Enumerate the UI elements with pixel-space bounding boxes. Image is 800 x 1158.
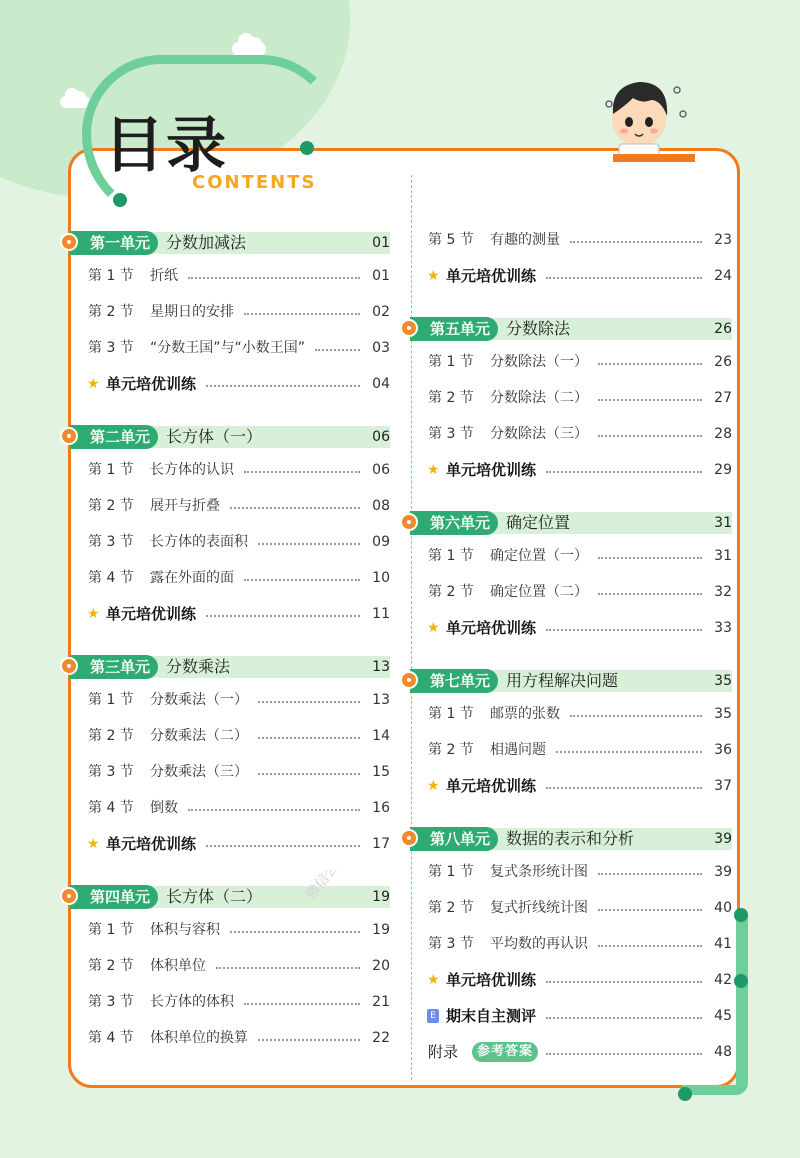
section-number: 第 3 节 [88, 764, 134, 780]
unit-header[interactable] [60, 652, 390, 682]
section-title: 体积单位的换算 [150, 1030, 248, 1046]
leader-dots [556, 749, 702, 753]
section-number: 第 1 节 [428, 864, 474, 880]
section-number: 第 2 节 [88, 304, 134, 320]
unit-knob-icon [60, 427, 78, 445]
section-title: 体积与容积 [150, 922, 220, 938]
page-number: 41 [714, 936, 732, 952]
star-icon: ★ [87, 836, 100, 852]
section-title: “分数王国”与“小数王国” [150, 340, 306, 356]
page-number: 40 [714, 900, 732, 916]
toc-row-section[interactable] [60, 790, 390, 826]
section-title: 复式折线统计图 [490, 900, 588, 916]
unit-header[interactable] [400, 666, 732, 696]
toc-row-section[interactable] [400, 732, 732, 768]
unit-header[interactable] [400, 824, 732, 854]
toc-row-section[interactable] [400, 222, 732, 258]
page-number: 37 [714, 778, 732, 794]
leader-dots [598, 591, 702, 595]
page-number: 22 [372, 1030, 390, 1046]
unit-knob-icon [60, 887, 78, 905]
toc-row-section[interactable] [60, 754, 390, 790]
section-number: 第 2 节 [88, 958, 134, 974]
toc-row-section[interactable] [60, 488, 390, 524]
leader-dots [546, 469, 702, 473]
unit-gap [400, 804, 732, 824]
unit-page: 35 [714, 673, 732, 689]
toc-row-train[interactable] [60, 596, 390, 632]
section-number: 第 3 节 [88, 994, 134, 1010]
section-number: 第 2 节 [428, 742, 474, 758]
leader-dots [546, 979, 702, 983]
page-number: 04 [372, 376, 390, 392]
toc-row-train[interactable] [400, 962, 732, 998]
training-title: 单元培优训练 [446, 971, 537, 989]
unit-tag: 第三单元 [70, 655, 158, 679]
boy-illustration-icon [595, 70, 695, 165]
leader-dots [244, 469, 360, 473]
page-number: 03 [372, 340, 390, 356]
leader-dots [598, 433, 702, 437]
cloud-icon [232, 42, 266, 56]
page-number: 31 [714, 548, 732, 564]
unit-header[interactable] [60, 228, 390, 258]
unit-tag: 第四单元 [70, 885, 158, 909]
toc-row-section[interactable] [60, 560, 390, 596]
unit-name: 用方程解决问题 [506, 671, 619, 690]
unit-page: 39 [714, 831, 732, 847]
page-number: 26 [714, 354, 732, 370]
section-number: 第 3 节 [88, 340, 134, 356]
leader-dots [258, 771, 360, 775]
section-title: 确定位置（二） [490, 584, 588, 600]
section-title: 展开与折叠 [150, 498, 220, 514]
section-number: 第 2 节 [428, 900, 474, 916]
section-number: 第 1 节 [88, 268, 134, 284]
leader-dots [206, 843, 360, 847]
toc-row-train[interactable] [400, 610, 732, 646]
star-icon: ★ [87, 376, 100, 392]
section-number: 第 2 节 [88, 728, 134, 744]
star-icon: ★ [427, 268, 440, 284]
leader-dots [570, 713, 702, 717]
page-number: 13 [372, 692, 390, 708]
section-title: 相遇问题 [490, 742, 546, 758]
page-number: 32 [714, 584, 732, 600]
leader-dots [598, 397, 702, 401]
unit-tag: 第五单元 [410, 317, 498, 341]
section-number: 第 3 节 [88, 534, 134, 550]
unit-page: 13 [372, 659, 390, 675]
star-icon: ★ [427, 778, 440, 794]
page-number: 08 [372, 498, 390, 514]
section-title: 复式条形统计图 [490, 864, 588, 880]
section-number: 第 4 节 [88, 1030, 134, 1046]
accent-dot [113, 193, 127, 207]
leader-dots [258, 735, 360, 739]
section-title: 有趣的测量 [490, 232, 560, 248]
leader-dots [546, 1015, 702, 1019]
section-number: 第 3 节 [428, 936, 474, 952]
appendix-label: 附录 [428, 1043, 459, 1061]
leader-dots [244, 577, 360, 581]
leader-dots [598, 555, 702, 559]
section-title: 确定位置（一） [490, 548, 588, 564]
toc-row-section[interactable] [60, 524, 390, 560]
leader-dots [570, 239, 702, 243]
unit-gap [400, 646, 732, 666]
training-title: 单元培优训练 [446, 619, 537, 637]
page-number: 06 [372, 462, 390, 478]
page-number: 29 [714, 462, 732, 478]
leader-dots [546, 275, 702, 279]
toc-row-section[interactable] [60, 452, 390, 488]
unit-gap [400, 294, 732, 314]
toc-row-section[interactable] [60, 682, 390, 718]
page-number: 16 [372, 800, 390, 816]
leader-dots [598, 907, 702, 911]
leader-dots [598, 361, 702, 365]
unit-name: 分数乘法 [166, 657, 231, 676]
page-number: 28 [714, 426, 732, 442]
section-number: 第 5 节 [428, 232, 474, 248]
toc-row-section[interactable] [60, 330, 390, 366]
page-number: 02 [372, 304, 390, 320]
unit-page: 06 [372, 429, 390, 445]
section-title: 长方体的表面积 [150, 534, 248, 550]
unit-tag: 第六单元 [410, 511, 498, 535]
training-title: 单元培优训练 [106, 375, 197, 393]
training-title: 单元培优训练 [446, 267, 537, 285]
page-number: 11 [372, 606, 390, 622]
leader-dots [188, 275, 360, 279]
toc-row-section[interactable] [400, 416, 732, 452]
accent-dot [300, 141, 314, 155]
page-number: 10 [372, 570, 390, 586]
answer-key-badge: 参考答案 [472, 1042, 538, 1062]
unit-knob-icon [400, 671, 418, 689]
unit-name: 长方体（二） [166, 887, 263, 906]
leader-dots [315, 347, 360, 351]
toc-row-train[interactable] [60, 366, 390, 402]
leader-dots [258, 541, 360, 545]
toc-row-train[interactable] [400, 768, 732, 804]
unit-knob-icon [400, 319, 418, 337]
unit-name: 数据的表示和分析 [506, 829, 635, 848]
section-number: 第 1 节 [428, 354, 474, 370]
leader-dots [244, 1001, 360, 1005]
unit-tag: 第八单元 [410, 827, 498, 851]
frame-side-accent [736, 915, 748, 1095]
unit-tag: 第七单元 [410, 669, 498, 693]
page-number: 35 [714, 706, 732, 722]
section-title: 长方体的认识 [150, 462, 234, 478]
section-title: 长方体的体积 [150, 994, 234, 1010]
page-subtitle: CONTENTS [192, 172, 317, 193]
unit-page: 19 [372, 889, 390, 905]
section-number: 第 2 节 [88, 498, 134, 514]
page-number: 45 [714, 1008, 732, 1024]
page-number: 17 [372, 836, 390, 852]
leader-dots [206, 613, 360, 617]
toc-row-section[interactable] [60, 1020, 390, 1056]
leader-dots [258, 699, 360, 703]
leader-dots [546, 1051, 702, 1055]
page-number: 39 [714, 864, 732, 880]
section-number: 第 3 节 [428, 426, 474, 442]
training-title: 单元培优训练 [446, 461, 537, 479]
section-title: 分数乘法（三） [150, 764, 248, 780]
training-title: 单元培优训练 [106, 835, 197, 853]
section-title: 邮票的张数 [490, 706, 560, 722]
section-number: 第 2 节 [428, 584, 474, 600]
toc-row-section[interactable] [400, 890, 732, 926]
watermark-text [302, 870, 411, 903]
leader-dots [598, 943, 702, 947]
page-number: 33 [714, 620, 732, 636]
unit-header[interactable] [400, 314, 732, 344]
section-number: 第 4 节 [88, 570, 134, 586]
section-number: 第 1 节 [88, 462, 134, 478]
page-number: 36 [714, 742, 732, 758]
star-icon: ★ [427, 972, 440, 988]
accent-dot [678, 1087, 692, 1101]
star-icon: ★ [427, 620, 440, 636]
section-title: 倒数 [150, 800, 178, 816]
toc-row-section[interactable] [400, 380, 732, 416]
page-number: 20 [372, 958, 390, 974]
page-number: 19 [372, 922, 390, 938]
page-number: 21 [372, 994, 390, 1010]
unit-name: 分数加减法 [166, 233, 247, 252]
section-title: 分数乘法（一） [150, 692, 248, 708]
page-number: 27 [714, 390, 732, 406]
leader-dots [546, 785, 702, 789]
toc-row-train[interactable] [60, 826, 390, 862]
section-number: 第 1 节 [428, 706, 474, 722]
accent-dot [734, 974, 748, 988]
unit-name: 长方体（一） [166, 427, 263, 446]
toc-right-column [400, 222, 732, 1070]
unit-page: 01 [372, 235, 390, 251]
training-title: 单元培优训练 [106, 605, 197, 623]
exam-book-icon: E [427, 1009, 439, 1023]
watermark-stamp [300, 870, 435, 990]
leader-dots [546, 627, 702, 631]
toc-row-section[interactable] [400, 854, 732, 890]
toc-row-section[interactable] [60, 258, 390, 294]
section-number: 第 1 节 [88, 922, 134, 938]
section-title: 分数除法（三） [490, 426, 588, 442]
toc-row-section[interactable] [400, 574, 732, 610]
unit-name: 确定位置 [506, 513, 571, 532]
cloud-icon [60, 96, 90, 108]
unit-name: 分数除法 [506, 319, 571, 338]
star-icon: ★ [427, 462, 440, 478]
unit-knob-icon [60, 657, 78, 675]
unit-page: 26 [714, 321, 732, 337]
leader-dots [206, 383, 360, 387]
unit-knob-icon [400, 829, 418, 847]
page-number: 09 [372, 534, 390, 550]
section-number: 第 4 节 [88, 800, 134, 816]
page-title: 目录 [104, 111, 228, 181]
exam-title: 期末自主测评 [446, 1007, 537, 1025]
section-title: 星期日的安排 [150, 304, 234, 320]
page-number: 01 [372, 268, 390, 284]
page-number: 42 [714, 972, 732, 988]
section-number: 第 2 节 [428, 390, 474, 406]
unit-header[interactable] [400, 508, 732, 538]
page-number: 24 [714, 268, 732, 284]
leader-dots [188, 807, 360, 811]
toc-row-train[interactable] [400, 452, 732, 488]
unit-page: 31 [714, 515, 732, 531]
accent-dot [734, 908, 748, 922]
training-title: 单元培优训练 [446, 777, 537, 795]
unit-gap [400, 488, 732, 508]
toc-row-section[interactable] [400, 696, 732, 732]
unit-header[interactable] [60, 422, 390, 452]
toc-row-section[interactable] [60, 294, 390, 330]
section-title: 分数除法（一） [490, 354, 588, 370]
unit-knob-icon [60, 233, 78, 251]
toc-row-appendix[interactable] [400, 1034, 732, 1070]
section-title: 分数除法（二） [490, 390, 588, 406]
page-number: 48 [714, 1044, 732, 1060]
toc-row-exam[interactable] [400, 998, 732, 1034]
unit-gap [60, 402, 390, 422]
leader-dots [598, 871, 702, 875]
toc-row-section[interactable] [400, 344, 732, 380]
toc-row-section[interactable] [400, 926, 732, 962]
star-icon: ★ [87, 606, 100, 622]
page-number: 23 [714, 232, 732, 248]
page-number: 15 [372, 764, 390, 780]
section-number: 第 1 节 [88, 692, 134, 708]
leader-dots [258, 1037, 360, 1041]
page-number: 14 [372, 728, 390, 744]
toc-row-section[interactable] [400, 538, 732, 574]
section-number: 第 1 节 [428, 548, 474, 564]
unit-tag: 第一单元 [70, 231, 158, 255]
leader-dots [244, 311, 360, 315]
toc-row-section[interactable] [60, 718, 390, 754]
section-title: 分数乘法（二） [150, 728, 248, 744]
section-title: 平均数的再认识 [490, 936, 588, 952]
toc-row-train[interactable] [400, 258, 732, 294]
section-title: 折纸 [150, 268, 178, 284]
section-title: 体积单位 [150, 958, 206, 974]
section-title: 露在外面的面 [150, 570, 234, 586]
unit-tag: 第二单元 [70, 425, 158, 449]
leader-dots [230, 505, 360, 509]
unit-knob-icon [400, 513, 418, 531]
unit-gap [60, 632, 390, 652]
